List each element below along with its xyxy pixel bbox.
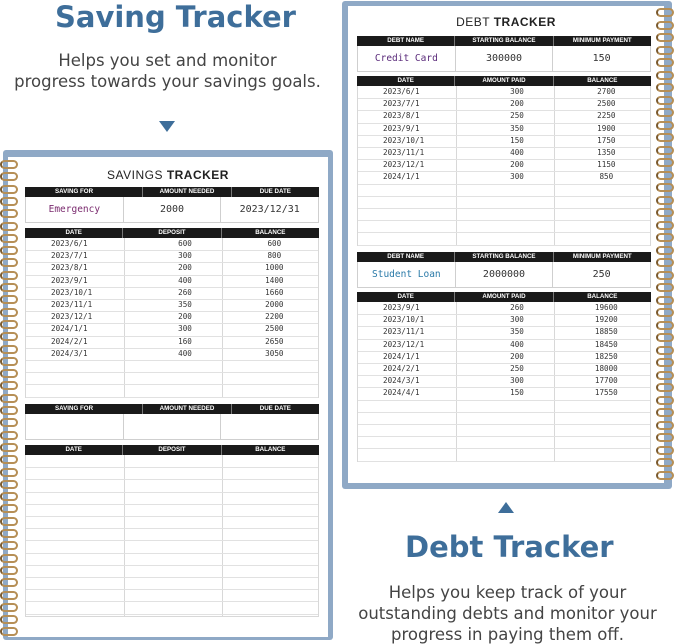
- debt-1-log-amount: 200: [510, 160, 524, 170]
- savings-log-balance: 2650: [265, 336, 284, 346]
- debt-spiral-binding: [656, 8, 674, 486]
- spiral-coil: [656, 158, 674, 167]
- row-line: [358, 400, 650, 401]
- debt-1-amount-paid-header: AMOUNT PAID: [454, 76, 552, 86]
- savings-log-date: 2023/12/1: [51, 312, 93, 322]
- savings-log-row: [25, 348, 319, 360]
- spiral-coil: [656, 121, 674, 130]
- due-date-value: 2023/12/31: [220, 197, 318, 222]
- debt-1-log-date: 2023/10/1: [383, 135, 425, 145]
- row-line: [26, 614, 318, 615]
- spiral-coil: [656, 471, 674, 480]
- debt-1-log-row: [357, 147, 651, 159]
- debt-2-log-amount: 150: [510, 388, 524, 398]
- debt-2-log-row: [357, 339, 651, 351]
- row-line: [26, 516, 318, 517]
- savings-log-balance: 2200: [265, 312, 284, 322]
- debt-2-log-date: 2024/2/1: [383, 364, 420, 373]
- deposit-2-header: DEPOSIT: [122, 445, 220, 455]
- debt-1-log-row: [357, 159, 651, 171]
- debt-1-log-balance: 2250: [597, 111, 616, 121]
- row-line: [358, 245, 650, 246]
- spiral-coil: [0, 431, 18, 440]
- savings-log-row: [25, 287, 319, 299]
- spiral-coil: [656, 321, 674, 330]
- spiral-coil: [656, 33, 674, 42]
- spiral-coil: [656, 58, 674, 67]
- spiral-coil: [0, 443, 18, 452]
- spiral-coil: [656, 346, 674, 355]
- savings-log-amount: 350: [178, 300, 192, 309]
- debt-1-log-amount: 250: [510, 111, 524, 121]
- debt-1-log-header: [357, 76, 651, 86]
- savings-log-amount: 400: [178, 275, 192, 285]
- spiral-coil: [656, 396, 674, 405]
- debt-2-log-balance: 17700: [594, 376, 618, 386]
- spiral-coil: [656, 271, 674, 280]
- spiral-coil: [0, 209, 18, 218]
- debt-2-log-amount: 300: [510, 376, 524, 386]
- spiral-coil: [0, 369, 18, 378]
- spiral-coil: [0, 529, 18, 538]
- spiral-coil: [0, 381, 18, 390]
- savings-log-row: [25, 336, 319, 348]
- spiral-coil: [656, 446, 674, 455]
- spiral-coil: [0, 480, 18, 489]
- spiral-coil: [656, 71, 674, 80]
- spiral-coil: [0, 468, 18, 477]
- row-line: [358, 461, 650, 462]
- savings-page-title: SAVINGS TRACKER: [107, 168, 229, 182]
- spiral-coil: [656, 133, 674, 142]
- deposit-header: DEPOSIT: [122, 228, 220, 238]
- row-line: [26, 553, 318, 554]
- debt-2-log-amount: 300: [510, 315, 524, 325]
- spiral-coil: [656, 296, 674, 305]
- savings-log-row: [25, 238, 319, 250]
- debt-description-line-1: Helps you keep track of your: [388, 583, 627, 602]
- debt-1-log-date: 2023/12/1: [383, 160, 425, 170]
- savings-log-date: 2024/3/1: [51, 348, 88, 358]
- savings-log-date: 2023/6/1: [51, 239, 88, 248]
- debt-2-log-row: [357, 326, 651, 338]
- spiral-coil: [0, 455, 18, 464]
- saving-for-header: SAVING FOR: [55, 188, 94, 195]
- row-line: [358, 436, 650, 437]
- spiral-coil: [0, 283, 18, 292]
- debt-2-log-amount: 400: [510, 339, 524, 349]
- spiral-coil: [0, 185, 18, 194]
- spiral-coil: [656, 458, 674, 467]
- row-line: [26, 397, 318, 398]
- spiral-coil: [656, 246, 674, 255]
- spiral-coil: [0, 308, 18, 317]
- debt-1-log-row: [357, 135, 651, 147]
- due-date-2-value: [220, 414, 318, 439]
- debt-1-log-balance: 1900: [597, 123, 616, 133]
- amount-needed-value: 2000: [123, 197, 221, 222]
- amount-needed-2-header: AMOUNT NEEDED: [142, 404, 230, 414]
- debt-1-header: [357, 36, 651, 46]
- savings-log-date: 2024/2/1: [51, 336, 88, 346]
- spiral-coil: [0, 554, 18, 563]
- debt-page-title: DEBT TRACKER: [456, 15, 556, 29]
- debt-1-log-balance: 2500: [597, 99, 616, 109]
- debt-1-log-balance: 1750: [597, 135, 616, 145]
- debt-2-log-header: [357, 292, 651, 302]
- savings-log-date: 2023/8/1: [51, 263, 88, 273]
- spiral-coil: [656, 208, 674, 217]
- debt-2-log-row: [357, 363, 651, 375]
- starting-balance-header: STARTING BALANCE: [454, 36, 552, 46]
- savings-log-date: 2024/1/1: [51, 324, 88, 334]
- savings-log-amount: 400: [178, 348, 192, 358]
- savings-log-amount: 300: [178, 324, 192, 334]
- spiral-coil: [656, 96, 674, 105]
- debt-tracker-heading: Debt Tracker: [405, 530, 614, 564]
- saving-for-value: Emergency: [48, 204, 101, 215]
- spiral-coil: [0, 394, 18, 403]
- spiral-coil: [0, 197, 18, 206]
- savings-log-balance: 1000: [265, 263, 284, 273]
- saving-description-line-1: Helps you set and monitor: [58, 51, 277, 70]
- debt-2-header: [357, 252, 651, 262]
- row-line: [26, 540, 318, 541]
- savings-log-row: [25, 262, 319, 274]
- spiral-coil: [0, 332, 18, 341]
- debt-1-log-balance: 2700: [597, 87, 616, 96]
- spiral-coil: [0, 627, 18, 636]
- debt-2-log-date: 2023/9/1: [383, 303, 420, 312]
- savings-log-balance: 1660: [265, 287, 284, 297]
- savings-log-2-grid: [25, 455, 319, 617]
- saving-goal-2-entry: [25, 414, 319, 440]
- debt-2-entry: [357, 262, 651, 288]
- spiral-coil: [656, 171, 674, 180]
- row-line: [358, 448, 650, 449]
- spiral-coil: [0, 517, 18, 526]
- spiral-coil: [0, 578, 18, 587]
- savings-log-date: 2023/11/1: [51, 300, 93, 309]
- row-line: [26, 601, 318, 602]
- due-date-header: DUE DATE: [231, 187, 319, 197]
- down-arrow-icon: [159, 121, 175, 132]
- debt-1-balance-header: BALANCE: [553, 76, 651, 86]
- debt-1-log-amount: 300: [510, 87, 524, 96]
- debt-1-log-row: [357, 110, 651, 122]
- debt-1-log-date: 2023/7/1: [383, 99, 420, 109]
- debt-2-log-balance: 17550: [594, 388, 618, 398]
- savings-log-amount: 160: [178, 336, 192, 346]
- debt-2-log-balance: 19200: [594, 315, 618, 325]
- spiral-coil: [656, 196, 674, 205]
- saving-goal-header: [25, 187, 319, 197]
- debt-2-amount-paid-header: AMOUNT PAID: [454, 292, 552, 302]
- debt-1-log-date: 2023/6/1: [383, 87, 420, 96]
- debt-1-starting-balance: 300000: [455, 46, 553, 71]
- spiral-coil: [0, 222, 18, 231]
- saving-description-line-2: progress towards your savings goals.: [14, 72, 321, 91]
- row-line: [358, 208, 650, 209]
- savings-log-date: 2023/7/1: [51, 251, 88, 261]
- savings-log-2-header: [25, 445, 319, 455]
- debt-2-minimum-payment-header: MINIMUM PAYMENT: [553, 252, 651, 262]
- debt-2-log-row: [357, 375, 651, 387]
- savings-log-header: [25, 228, 319, 238]
- spiral-coil: [656, 421, 674, 430]
- spiral-coil: [0, 603, 18, 612]
- debt-2-log-amount: 350: [510, 327, 524, 337]
- spiral-coil: [0, 541, 18, 550]
- spiral-coil: [0, 320, 18, 329]
- spiral-coil: [0, 246, 18, 255]
- debt-2-log-date: 2023/10/1: [383, 315, 425, 325]
- saving-goal-2-header: [25, 404, 319, 414]
- debt-1-log-balance: 1150: [597, 160, 616, 170]
- row-line: [358, 196, 650, 197]
- savings-log-balance: 2500: [265, 324, 284, 334]
- savings-log-date: 2023/9/1: [51, 275, 88, 285]
- debt-2-date-header: DATE: [397, 293, 414, 300]
- spiral-coil: [656, 433, 674, 442]
- savings-log-balance: 800: [267, 251, 282, 261]
- savings-log-balance: 3050: [265, 348, 284, 358]
- savings-log-row: [25, 323, 319, 335]
- spiral-coil: [656, 258, 674, 267]
- debt-description-line-3: progress in paying them off.: [391, 625, 624, 644]
- debt-1-log-row: [357, 98, 651, 110]
- debt-1-minimum-payment: 150: [552, 46, 650, 71]
- spiral-coil: [0, 566, 18, 575]
- savings-log-amount: 260: [178, 287, 192, 297]
- debt-1-log-row: [357, 123, 651, 135]
- spiral-coil: [656, 383, 674, 392]
- debt-name-header: DEBT NAME: [387, 37, 425, 44]
- row-line: [26, 384, 318, 385]
- row-line: [26, 565, 318, 566]
- savings-log-row: [25, 250, 319, 262]
- spiral-coil: [0, 295, 18, 304]
- spiral-coil: [0, 357, 18, 366]
- spiral-coil: [656, 146, 674, 155]
- saving-goal-entry: [25, 197, 319, 223]
- spiral-coil: [0, 615, 18, 624]
- debt-1-log-balance: 850: [599, 172, 614, 182]
- saving-for-2-value: [26, 414, 123, 439]
- debt-description-line-2: outstanding debts and monitor your: [358, 604, 657, 623]
- debt-2-log-date: 2023/12/1: [383, 339, 425, 349]
- spiral-coil: [656, 308, 674, 317]
- debt-2-log-date: 2024/3/1: [383, 376, 420, 386]
- savings-log-amount: 600: [178, 239, 192, 248]
- saving-for-2-header: SAVING FOR: [55, 405, 94, 412]
- row-line: [26, 479, 318, 480]
- row-line: [26, 528, 318, 529]
- savings-log-row: [25, 299, 319, 311]
- debt-1-log-amount: 150: [510, 135, 524, 145]
- savings-log-amount: 300: [178, 251, 192, 261]
- debt-2-log-amount: 200: [510, 351, 524, 361]
- spiral-coil: [656, 46, 674, 55]
- debt-tracker-description: [355, 582, 660, 644]
- debt-2-name: Student Loan: [372, 269, 441, 280]
- row-line: [358, 424, 650, 425]
- debt-2-log-balance: 18850: [594, 327, 618, 337]
- spiral-coil: [0, 406, 18, 415]
- debt-2-log-balance: 18250: [594, 351, 618, 361]
- spiral-coil: [0, 345, 18, 354]
- minimum-payment-header: MINIMUM PAYMENT: [553, 36, 651, 46]
- savings-log-amount: 200: [178, 312, 192, 322]
- saving-tracker-heading: Saving Tracker: [55, 0, 296, 34]
- debt-1-entry: [357, 46, 651, 72]
- spiral-coil: [656, 221, 674, 230]
- row-line: [358, 184, 650, 185]
- row-line: [26, 467, 318, 468]
- debt-1-log-amount: 300: [510, 172, 524, 182]
- row-line: [26, 577, 318, 578]
- row-line: [358, 232, 650, 233]
- debt-1-log-date: 2024/1/1: [383, 172, 420, 182]
- debt-2-log-balance: 18450: [594, 339, 618, 349]
- debt-1-log-amount: 400: [510, 148, 524, 157]
- spiral-coil: [0, 492, 18, 501]
- row-line: [26, 589, 318, 590]
- row-line: [26, 504, 318, 505]
- debt-2-balance-header: BALANCE: [553, 292, 651, 302]
- spiral-coil: [656, 233, 674, 242]
- spiral-coil: [656, 408, 674, 417]
- due-date-2-header: DUE DATE: [231, 404, 319, 414]
- date-header: DATE: [65, 229, 82, 236]
- spiral-coil: [656, 333, 674, 342]
- savings-log-balance: 1400: [265, 275, 284, 285]
- amount-needed-header: AMOUNT NEEDED: [142, 187, 230, 197]
- savings-log-balance: 600: [267, 239, 282, 248]
- spiral-coil: [0, 504, 18, 513]
- savings-spiral-binding: [0, 160, 18, 640]
- savings-log-date: 2023/10/1: [51, 287, 93, 297]
- debt-1-date-header: DATE: [397, 77, 414, 84]
- debt-2-log-amount: 250: [510, 364, 524, 373]
- spiral-coil: [656, 358, 674, 367]
- debt-2-starting-balance-header: STARTING BALANCE: [454, 252, 552, 262]
- spiral-coil: [0, 234, 18, 243]
- saving-tracker-description: [10, 50, 325, 92]
- balance-2-header: BALANCE: [221, 445, 319, 455]
- savings-log-amount: 200: [178, 263, 192, 273]
- spiral-coil: [0, 258, 18, 267]
- date-2-header: DATE: [65, 446, 82, 453]
- spiral-coil: [656, 283, 674, 292]
- spiral-coil: [656, 83, 674, 92]
- debt-1-log-row: [357, 86, 651, 98]
- debt-2-log-row: [357, 302, 651, 314]
- savings-log-row: [25, 275, 319, 287]
- debt-1-log-amount: 350: [510, 123, 524, 133]
- row-line: [358, 412, 650, 413]
- debt-2-log-row: [357, 351, 651, 363]
- debt-1-log-date: 2023/9/1: [383, 123, 420, 133]
- debt-1-log-date: 2023/8/1: [383, 111, 420, 121]
- debt-2-log-row: [357, 387, 651, 399]
- debt-2-name-header: DEBT NAME: [387, 253, 425, 260]
- row-line: [26, 360, 318, 361]
- debt-1-log-date: 2023/11/1: [383, 148, 425, 157]
- savings-log-row: [25, 311, 319, 323]
- row-line: [358, 220, 650, 221]
- debt-1-name: Credit Card: [374, 53, 438, 64]
- debt-1-log-amount: 200: [510, 99, 524, 109]
- debt-2-log-date: 2024/4/1: [383, 388, 420, 398]
- row-line: [26, 372, 318, 373]
- debt-2-log-row: [357, 314, 651, 326]
- spiral-coil: [656, 108, 674, 117]
- amount-needed-2-value: [123, 414, 221, 439]
- row-line: [26, 492, 318, 493]
- spiral-coil: [0, 591, 18, 600]
- debt-2-minimum-payment: 250: [552, 262, 650, 287]
- spiral-coil: [656, 371, 674, 380]
- debt-2-log-balance: 19600: [594, 303, 618, 312]
- debt-1-log-balance: 1350: [597, 148, 616, 157]
- debt-2-starting-balance: 2000000: [455, 262, 553, 287]
- spiral-coil: [0, 271, 18, 280]
- debt-2-log-balance: 18000: [594, 364, 618, 373]
- debt-2-log-date: 2024/1/1: [383, 351, 420, 361]
- spiral-coil: [656, 183, 674, 192]
- debt-2-log-date: 2023/11/1: [383, 327, 425, 337]
- spiral-coil: [0, 418, 18, 427]
- debt-2-log-amount: 260: [510, 303, 524, 312]
- balance-header: BALANCE: [221, 228, 319, 238]
- debt-1-log-row: [357, 171, 651, 183]
- savings-log-balance: 2000: [265, 300, 284, 309]
- up-arrow-icon: [498, 502, 514, 513]
